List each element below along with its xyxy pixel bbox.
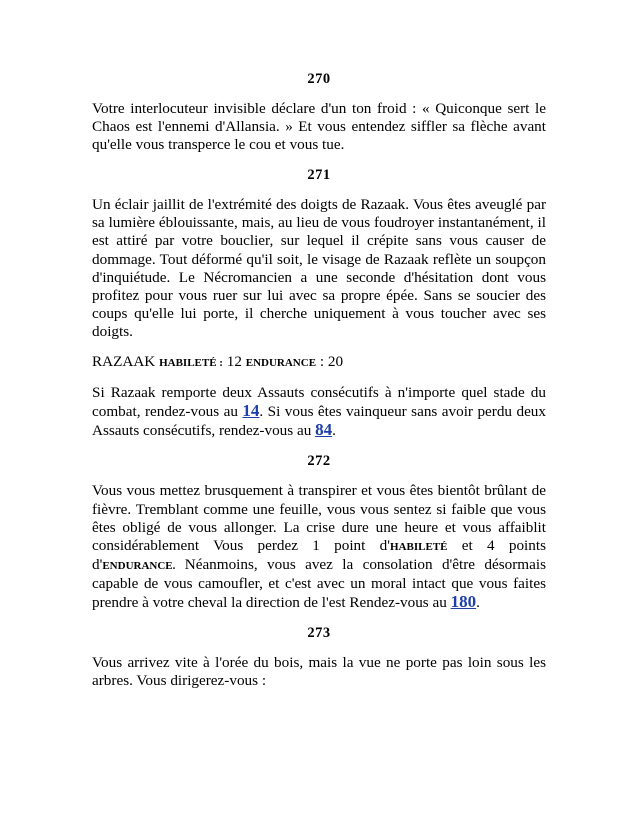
section-271-text: Un éclair jaillit de l'extrémité des doigts de Razaak. Vous êtes aveuglé par sa lumière éblouissante, mais, au lieu de vous foudroyer instantanément, il est attiré par votre bouclier, sur lequel il crépite sans vous causer de dommage. Tout déformé qu'il soit, le visage de Razaak reflète un soupçon d'inquiétude. Le Nécromancien a une seconde d'hésitation dont vous profitez pour vous ruer sur lui avec sa propre épée. Sans se soucier des coups qu'elle lui porte, il cherche uniquement à vous toucher avec ses doigts. [92, 196, 546, 340]
text-part-3: Néanmoins, vous avez la consolation d'être désormais capable de vous camoufler, et c'est avec un moral intact que vous faites prendre à votre cheval la direction de l'est Rendez-vous au [92, 555, 546, 611]
section-273-text: Vous arrivez vite à l'orée du bois, mais la vue ne porte pas loin sous les arbres. Vous dirigerez-vous : [92, 654, 546, 690]
text-part-1: Vous vous mettez brusquement à transpirer et vous êtes bientôt brûlant de fièvre. Tremblant comme une feuille, vous vous sentez si faible que vous êtes obligé de vous allonger. La crise dure une heure et vous affaiblit considérablement Vous perdez 1 point d' [92, 482, 546, 554]
razaak-stats [92, 353, 546, 372]
page-content [92, 70, 546, 702]
section-271-choices [92, 384, 546, 440]
link-section-180[interactable]: 180 [450, 591, 477, 611]
enemy-name: RAZAAK [92, 353, 156, 371]
skill-value: 12 [226, 353, 242, 371]
stamina-label: ENDURANCE [245, 357, 317, 370]
choice-text-1: Si Razaak remporte deux Assauts consécutifs à n'importe quel stade du combat, rendez-vous au [92, 384, 546, 421]
stamina-value: : 20 [319, 353, 344, 371]
section-number-271: 271 [307, 167, 331, 184]
link-section-14[interactable]: 14 [242, 401, 260, 421]
section-number-272: 272 [307, 453, 331, 470]
choice-text-3: . [332, 422, 336, 440]
text-part-2: et 4 points d' [92, 536, 546, 573]
section-270-text: Votre interlocuteur invisible déclare d'un ton froid : « Quiconque sert le Chaos est l'ennemi d'Allansia. » Et vous entendez siffler sa flèche avant qu'elle vous transperce le cou et vous tue. [92, 100, 546, 154]
skill-label: HABILETÉ : [159, 357, 223, 370]
skill-label-272: HABILETÉ [389, 540, 448, 553]
section-number-270: 270 [307, 71, 331, 87]
text-part-4: . [476, 593, 480, 611]
stamina-label-272: ENDURANCE. [102, 559, 176, 572]
choice-text-2: . Si vous êtes vainqueur sans avoir perdu deux Assauts consécutifs, rendez-vous au [92, 403, 546, 440]
section-272-text [92, 482, 546, 612]
link-section-84[interactable]: 84 [315, 420, 333, 440]
section-number-273: 273 [307, 625, 331, 642]
